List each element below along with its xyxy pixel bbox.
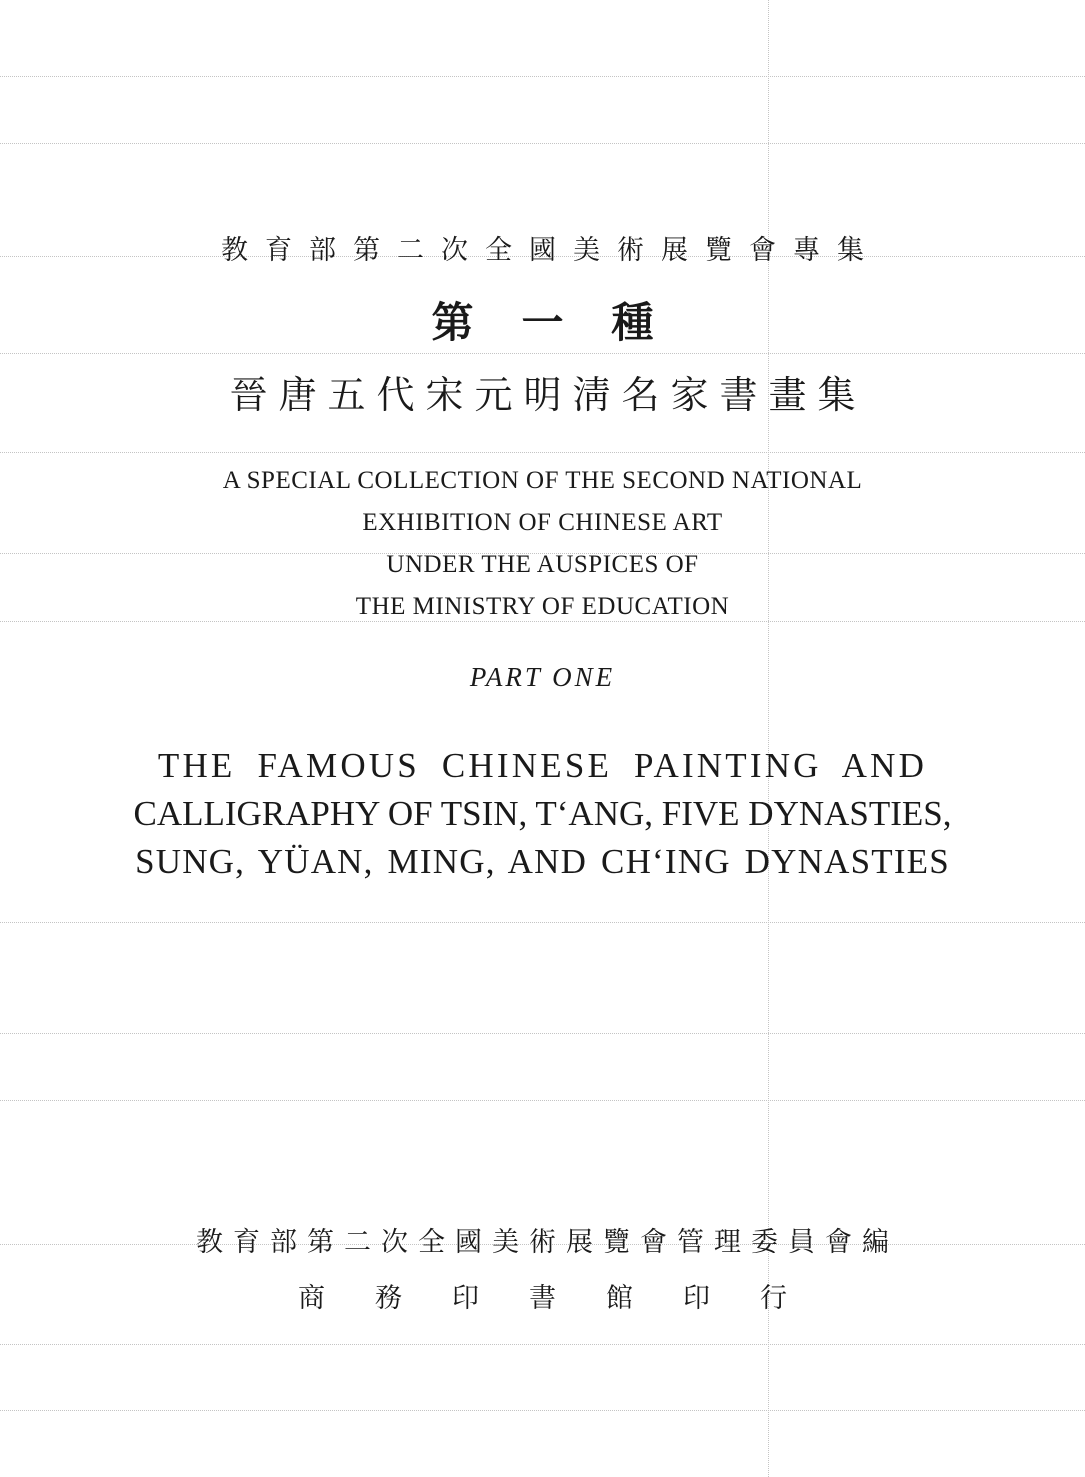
title-line: CALLIGRAPHY OF TSIN, T‘ANG, FIVE DYNASTIES, [133, 794, 952, 833]
collection-line: UNDER THE AUSPICES OF [386, 551, 699, 578]
publisher-imprint: 商務印書館印行 [298, 1283, 837, 1314]
collection-line: THE MINISTRY OF EDUCATION [355, 593, 730, 620]
guide-line [0, 452, 1085, 453]
guide-line [0, 143, 1085, 144]
series-title-cjk: 教育部第二次全國美術展覽會專集 [221, 235, 881, 266]
editor-imprint: 教育部第二次全國美術展覽會管理委員會編 [196, 1227, 899, 1258]
collection-title-cjk: 晉唐五代宋元明淸名家書畫集 [229, 373, 867, 417]
part-label-cjk: 第一種 [431, 298, 702, 347]
guide-line [0, 76, 1085, 77]
guide-line [0, 353, 1085, 354]
guide-line [0, 1344, 1085, 1345]
collection-line: A SPECIAL COLLECTION OF THE SECOND NATIONAL [222, 467, 863, 494]
guide-line [0, 1033, 1085, 1034]
collection-title-english [0, 742, 1085, 886]
guide-line [0, 1100, 1085, 1101]
guide-line [0, 1410, 1085, 1411]
part-label-english: PART ONE [469, 662, 616, 692]
title-line: SUNG, YÜAN, MING, AND CH‘ING DYNASTIES [135, 842, 950, 881]
collection-description-english [0, 460, 1085, 628]
title-line: THE FAMOUS CHINESE PAINTING AND [157, 746, 928, 785]
collection-line: EXHIBITION OF CHINESE ART [362, 509, 723, 536]
guide-line [0, 922, 1085, 923]
